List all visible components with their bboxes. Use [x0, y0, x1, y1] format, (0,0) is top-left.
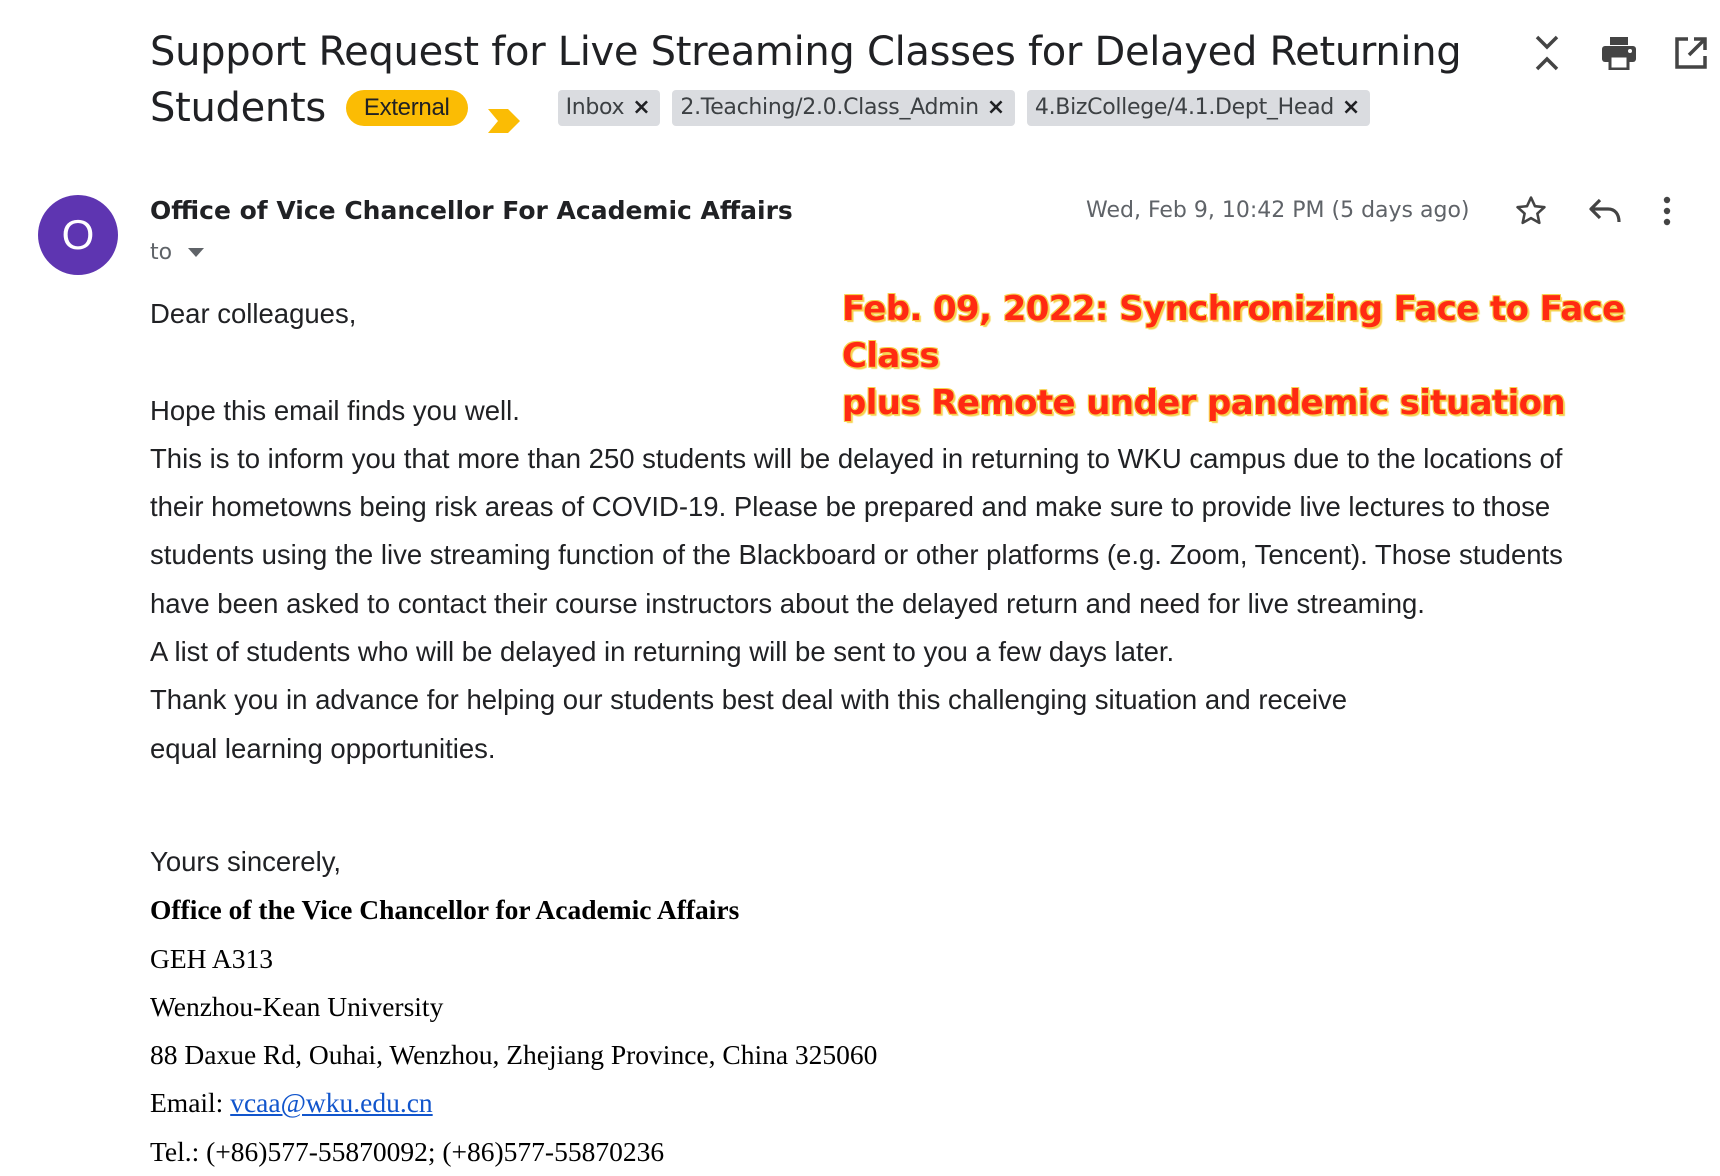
- remove-label-icon[interactable]: ×: [1341, 95, 1361, 120]
- email-signature: [150, 838, 1350, 1176]
- star-icon[interactable]: [1514, 194, 1548, 232]
- greeting: Dear colleagues,: [150, 298, 357, 329]
- email-label: Email:: [150, 1087, 231, 1119]
- signature-org: Office of the Vice Chancellor for Academic Affairs: [150, 894, 740, 926]
- body-paragraph: Hope this email finds you well.: [150, 394, 520, 426]
- to-label: to: [150, 240, 173, 265]
- label-chip-text: Inbox: [565, 95, 625, 120]
- label-chip-text: 4.BizCollege/4.1.Dept_Head: [1034, 95, 1334, 120]
- body-paragraph: A list of students who will be delayed in returning will be sent to you a few days later.: [150, 636, 1175, 668]
- expand-collapse-icon[interactable]: [1528, 34, 1566, 72]
- recipient-details-toggle[interactable]: [150, 240, 204, 265]
- external-badge: External: [346, 90, 468, 126]
- label-chip-class-admin[interactable]: [672, 90, 1015, 126]
- body-line: have been asked to contact their course instructors about the delayed return and need for live streaming.: [150, 587, 1425, 619]
- subject-line-1: Support Request for Live Streaming Classes for Delayed Returning: [150, 29, 1462, 75]
- remove-label-icon[interactable]: ×: [632, 95, 651, 120]
- email-subject: [150, 24, 1490, 136]
- sender-name[interactable]: Office of Vice Chancellor For Academic Affairs: [150, 196, 793, 225]
- label-chip-text: 2.Teaching/2.0.Class_Admin: [680, 95, 979, 120]
- signature-address: 88 Daxue Rd, Ouhai, Wenzhou, Zhejiang Province, China 325060: [150, 1039, 878, 1071]
- thread-toolbar: [1528, 34, 1710, 72]
- email-body: [150, 290, 1690, 773]
- chevron-down-icon: [188, 248, 204, 257]
- body-line: equal learning opportunities.: [150, 732, 496, 764]
- signature-room: GEH A313: [150, 942, 273, 974]
- message-date: Wed, Feb 9, 10:42 PM (5 days ago): [1086, 198, 1470, 223]
- body-line: This is to inform you that more than 250 students will be delayed in returning to WKU campus due to the locations of: [150, 442, 1563, 474]
- label-chip-dept-head[interactable]: [1027, 90, 1370, 126]
- signature-email-line: [150, 1079, 1350, 1127]
- body-line: students using the live streaming function of the Blackboard or other platforms (e.g. Zoom, Tencent). Those students: [150, 539, 1563, 571]
- importance-marker-icon[interactable]: [486, 94, 522, 122]
- subject-line-2: [150, 80, 1490, 136]
- avatar[interactable]: O: [38, 195, 118, 275]
- body-line: their hometowns being risk areas of COVID-19. Please be prepared and make sure to provide live lectures to those: [150, 491, 1551, 523]
- print-icon[interactable]: [1600, 34, 1638, 72]
- reply-icon[interactable]: [1588, 196, 1622, 230]
- email-link[interactable]: vcaa@wku.edu.cn: [230, 1087, 433, 1119]
- remove-label-icon[interactable]: ×: [986, 95, 1005, 120]
- message-actions: [1514, 194, 1672, 232]
- annotation-line-2: plus Remote under pandemic situation: [842, 383, 1565, 423]
- label-chip-inbox[interactable]: [558, 90, 661, 126]
- open-in-new-window-icon[interactable]: [1672, 34, 1710, 72]
- signature-university: Wenzhou-Kean University: [150, 990, 444, 1022]
- subject-line-2-text: Students: [150, 85, 326, 131]
- body-line: Thank you in advance for helping our students best deal with this challenging situation and receive: [150, 684, 1348, 716]
- annotation-line-1: Feb. 09, 2022: Synchronizing Face to Face Class: [842, 289, 1625, 376]
- closing: Yours sincerely,: [150, 846, 342, 877]
- more-vert-icon[interactable]: [1662, 196, 1672, 230]
- signature-tel: Tel.: (+86)577-55870092; (+86)577-55870236: [150, 1135, 665, 1167]
